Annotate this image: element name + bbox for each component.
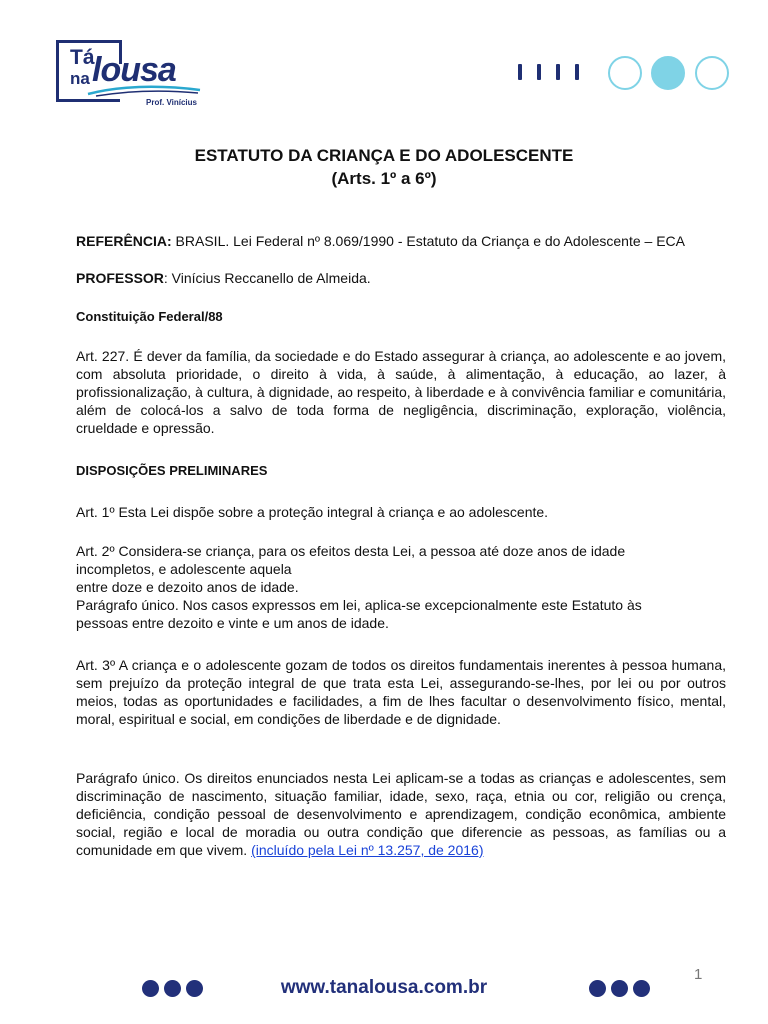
paragrafo-unico [76, 769, 726, 859]
deco-circle-outline-icon [608, 56, 642, 90]
art-2-line: Art. 2º Considera-se criança, para os efeitos desta Lei, a pessoa até doze anos de idade [76, 543, 626, 559]
art-227: Art. 227. É dever da família, da sociedade e do Estado assegurar à criança, ao adolescente e ao jovem, com absoluta prioridade, o direito à vida, à saúde, à alimentação, à educação, ao lazer, à profissionalização, à cultura, à dignidade, ao respeito, à liberdade e à convivência familiar e comunitária, além de colocá-los a salvo de toda forma de negligência, discriminação, exploração, violência, crueldade e opressão. [76, 348, 726, 436]
professor-text: : Vinícius Reccanello de Almeida. [163, 270, 371, 286]
document-title: ESTATUTO DA CRIANÇA E DO ADOLESCENTE [194, 146, 574, 165]
reference-line [76, 232, 726, 250]
art-2-line: entre doze e dezoito anos de idade. [76, 579, 299, 595]
art-1: Art. 1º Esta Lei dispõe sobre a proteção integral à criança e ao adolescente. [76, 504, 549, 520]
deco-bar [537, 64, 541, 80]
logo-prof: Prof. Vinícius [146, 98, 197, 107]
deco-circle-filled-icon [651, 56, 685, 90]
footer-dot-icon [589, 980, 606, 997]
art-2-paragraph: Parágrafo único. Nos casos expressos em lei, aplica-se excepcionalmente este Estatuto às [76, 597, 642, 613]
reference-text: BRASIL. Lei Federal nº 8.069/1990 - Estatuto da Criança e do Adolescente – ECA [171, 233, 685, 249]
deco-bar [575, 64, 579, 80]
brand-logo [56, 38, 206, 110]
logo-ta: Tá [70, 46, 95, 69]
deco-circle-outline-icon [695, 56, 729, 90]
paragrafo-text: Parágrafo único. Os direitos enunciados nesta Lei aplicam-se a todas as crianças e adolescentes, sem discriminação de nascimento, situação familiar, idade, sexo, raça, etnia ou cor, religião ou crença, deficiência, condição pessoal de desenvolvimento e aprendizagem, condição econômica, ambiente social, região e local de moradia ou outra condição que diferencie as pessoas, as famílias ou a comunidade em que vivem. [76, 770, 726, 858]
law-link[interactable]: (incluído pela Lei nº 13.257, de 2016) [251, 842, 484, 858]
art-3: Art. 3º A criança e o adolescente gozam de todos os direitos fundamentais inerentes à pessoa humana, sem prejuízo da proteção integral de que trata esta Lei, assegurando-se-lhes, por lei ou por outros meios, todas as oportunidades e facilidades, a fim de lhes facultar o desenvolvimento físico, mental, moral, espiritual e social, em condições de liberdade e de dignidade. [76, 657, 726, 727]
deco-bar [556, 64, 560, 80]
header-decoration [515, 54, 735, 94]
professor-label: PROFESSOR [76, 270, 164, 286]
footer-dot-icon [611, 980, 628, 997]
logo-na: na [70, 69, 90, 88]
footer-dot-icon [633, 980, 650, 997]
document-subtitle: (Arts. 1º a 6º) [331, 169, 437, 188]
footer-dots-right [589, 980, 655, 1002]
footer-website: www.tanalousa.com.br [280, 977, 488, 998]
art-2 [76, 542, 726, 632]
cf-heading: Constituição Federal/88 [76, 309, 223, 324]
art-2-paragraph: pessoas entre dezoito e vinte e um anos de idade. [76, 615, 389, 631]
art-2-line: incompletos, e adolescente aquela [76, 561, 292, 577]
section-heading: DISPOSIÇÕES PRELIMINARES [76, 463, 268, 478]
logo-lousa: lousa [92, 51, 176, 89]
logo-swoosh-icon [86, 84, 202, 98]
professor-line [76, 269, 726, 287]
reference-label: REFERÊNCIA: [76, 233, 172, 249]
page-number: 1 [694, 966, 703, 983]
deco-bar [518, 64, 522, 80]
